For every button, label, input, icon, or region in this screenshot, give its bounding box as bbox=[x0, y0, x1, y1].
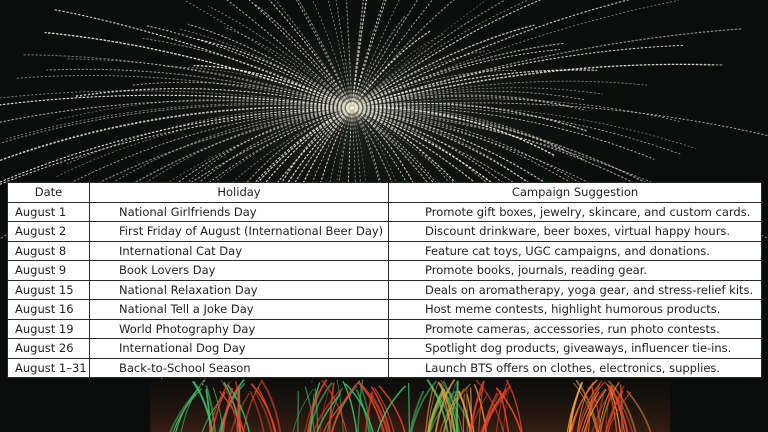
cell-campaign: Host meme contests, highlight humorous products. bbox=[389, 300, 762, 320]
cell-holiday: National Girlfriends Day bbox=[90, 202, 389, 222]
cell-campaign: Feature cat toys, UGC campaigns, and donations. bbox=[389, 241, 762, 261]
cell-holiday: First Friday of August (International Beer Day) bbox=[90, 222, 389, 242]
cell-date: August 1–31 bbox=[8, 358, 90, 378]
table-row bbox=[8, 300, 762, 320]
cell-campaign: Promote gift boxes, jewelry, skincare, and custom cards. bbox=[389, 202, 762, 222]
table-row bbox=[8, 222, 762, 242]
firework-spark bbox=[409, 384, 410, 432]
cell-holiday: National Tell a Joke Day bbox=[90, 300, 389, 320]
table-row bbox=[8, 339, 762, 359]
cell-campaign: Discount drinkware, beer boxes, virtual happy hours. bbox=[389, 222, 762, 242]
cell-date: August 26 bbox=[8, 339, 90, 359]
table-header-row bbox=[8, 183, 762, 203]
cell-date: August 16 bbox=[8, 300, 90, 320]
cell-date: August 15 bbox=[8, 280, 90, 300]
cell-holiday: International Cat Day bbox=[90, 241, 389, 261]
cell-holiday: Back-to-School Season bbox=[90, 358, 389, 378]
cell-date: August 8 bbox=[8, 241, 90, 261]
cell-date: August 2 bbox=[8, 222, 90, 242]
holiday-campaign-table bbox=[7, 182, 762, 378]
cell-date: August 1 bbox=[8, 202, 90, 222]
header-date: Date bbox=[8, 183, 90, 203]
cell-date: August 19 bbox=[8, 319, 90, 339]
cell-campaign: Spotlight dog products, giveaways, influencer tie-ins. bbox=[389, 339, 762, 359]
cell-date: August 9 bbox=[8, 261, 90, 281]
table-row bbox=[8, 358, 762, 378]
header-campaign-suggestion: Campaign Suggestion bbox=[389, 183, 762, 203]
cell-holiday: National Relaxation Day bbox=[90, 280, 389, 300]
cell-campaign: Promote cameras, accessories, run photo contests. bbox=[389, 319, 762, 339]
cell-campaign: Promote books, journals, reading gear. bbox=[389, 261, 762, 281]
header-holiday: Holiday bbox=[90, 183, 389, 203]
cell-holiday: International Dog Day bbox=[90, 339, 389, 359]
table-row bbox=[8, 202, 762, 222]
cell-holiday: Book Lovers Day bbox=[90, 261, 389, 281]
holiday-campaign-table-container bbox=[7, 182, 761, 378]
table-row bbox=[8, 261, 762, 281]
cell-holiday: World Photography Day bbox=[90, 319, 389, 339]
table-row bbox=[8, 241, 762, 261]
cell-campaign: Deals on aromatherapy, yoga gear, and stress-relief kits. bbox=[389, 280, 762, 300]
table-row bbox=[8, 319, 762, 339]
cell-campaign: Launch BTS offers on clothes, electronics, supplies. bbox=[389, 358, 762, 378]
table-row bbox=[8, 280, 762, 300]
